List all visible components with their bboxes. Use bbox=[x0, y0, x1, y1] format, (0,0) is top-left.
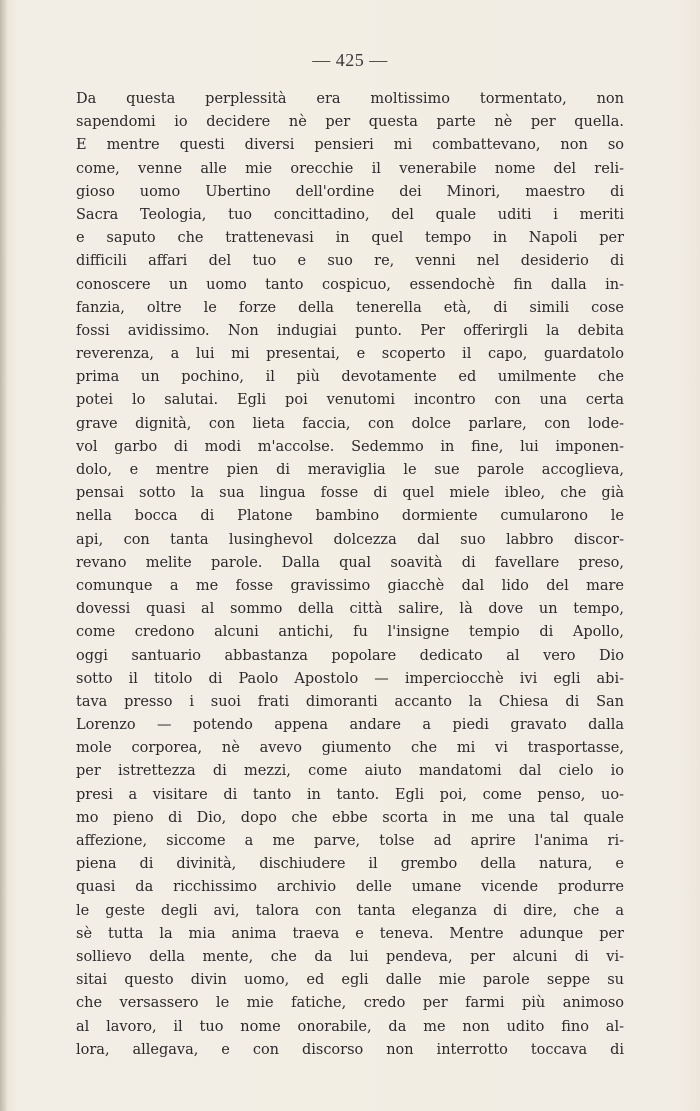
text-line: sitai questo divin uomo, ed egli dalle mie parole seppe su bbox=[76, 972, 624, 989]
text-line: pensai sotto la sua lingua fosse di quel miele ibleo, che già bbox=[76, 485, 624, 502]
text-line: grave dignità, con lieta faccia, con dolce parlare, con lode- bbox=[76, 415, 624, 432]
text-line: conoscere un uomo tanto cospicuo, essendochè fin dalla in- bbox=[76, 276, 624, 293]
binding-shadow bbox=[0, 0, 8, 1111]
text-line: al lavoro, il tuo nome onorabile, da me non udito fino al- bbox=[76, 1018, 624, 1035]
text-line: piena di divinità, dischiudere il grembo della natura, e bbox=[76, 856, 624, 873]
text-line: E mentre questi diversi pensieri mi combattevano, non so bbox=[76, 137, 624, 154]
text-line: Da questa perplessità era moltissimo tormentato, non bbox=[76, 91, 624, 107]
text-line: mole corporea, nè avevo giumento che mi vi trasportasse, bbox=[76, 740, 624, 757]
text-line: comunque a me fosse gravissimo giacchè dal lido del mare bbox=[76, 577, 624, 594]
text-line: gioso uomo Ubertino dell'ordine dei Minori, maestro di bbox=[76, 183, 624, 200]
text-line: sè tutta la mia anima traeva e teneva. Mentre adunque per bbox=[76, 925, 624, 942]
text-line: affezione, siccome a me parve, tolse ad aprire l'anima ri- bbox=[76, 833, 624, 849]
text-line: mo pieno di Dio, dopo che ebbe scorta in me una tal quale bbox=[76, 809, 624, 826]
text-line: tava presso i suoi frati dimoranti accanto la Chiesa di San bbox=[76, 693, 624, 710]
text-line: nella bocca di Platone bambino dormiente cumularono le bbox=[76, 508, 624, 525]
text-line: sollievo della mente, che da lui pendeva, per alcuni di vi- bbox=[76, 948, 624, 965]
text-line: come, venne alle mie orecchie il venerabile nome del reli- bbox=[76, 160, 624, 177]
text-line: reverenza, a lui mi presentai, e scoperto il capo, guardatolo bbox=[76, 346, 624, 363]
text-line: quasi da ricchissimo archivio delle umane vicende produrre bbox=[76, 879, 624, 896]
text-line: sotto il titolo di Paolo Apostolo — imperciocchè ivi egli abi- bbox=[76, 670, 624, 687]
text-line: difficili affari del tuo e suo re, venni nel desiderio di bbox=[76, 253, 624, 270]
text-line: prima un pochino, il più devotamente ed umilmente che bbox=[76, 369, 624, 386]
body-text bbox=[76, 88, 624, 1062]
text-line: sapendomi io decidere nè per questa parte nè per quella. bbox=[76, 114, 624, 131]
text-line: le geste degli avi, talora con tanta eleganza di dire, che a bbox=[76, 902, 624, 919]
text-line: come credono alcuni antichi, fu l'insigne tempio di Apollo, bbox=[76, 624, 624, 641]
text-line: lora, allegava, e con discorso non interrotto toccava di bbox=[76, 1041, 624, 1058]
text-line: dovessi quasi al sommo della città salire, là dove un tempo, bbox=[76, 601, 624, 618]
text-line: per istrettezza di mezzi, come aiuto mandatomi dal cielo io bbox=[76, 763, 624, 780]
text-line: fanzia, oltre le forze della tenerella età, di simili cose bbox=[76, 299, 624, 316]
text-line: e saputo che trattenevasi in quel tempo in Napoli per bbox=[76, 230, 624, 247]
text-line: api, con tanta lusinghevol dolcezza dal suo labbro discor- bbox=[76, 531, 624, 548]
text-line: Sacra Teologia, tuo concittadino, del quale uditi i meriti bbox=[76, 206, 624, 223]
text-line: vol garbo di modi m'accolse. Sedemmo in fine, lui imponen- bbox=[76, 438, 624, 455]
text-line: oggi santuario abbastanza popolare dedicato al vero Dio bbox=[76, 647, 624, 664]
page-number: — 425 — bbox=[312, 50, 388, 70]
text-line: fossi avidissimo. Non indugiai punto. Per offerirgli la debita bbox=[76, 322, 624, 339]
text-line: che versassero le mie fatiche, credo per farmi più animoso bbox=[76, 995, 624, 1012]
text-line: presi a visitare di tanto in tanto. Egli poi, come penso, uo- bbox=[76, 786, 624, 803]
text-line: dolo, e mentre pien di meraviglia le sue parole accoglieva, bbox=[76, 462, 624, 478]
text-line: Lorenzo — potendo appena andare a piedi gravato dalla bbox=[76, 717, 624, 734]
text-line: potei lo salutai. Egli poi venutomi incontro con una certa bbox=[76, 392, 624, 409]
text-line: revano melite parole. Dalla qual soavità di favellare preso, bbox=[76, 554, 624, 571]
